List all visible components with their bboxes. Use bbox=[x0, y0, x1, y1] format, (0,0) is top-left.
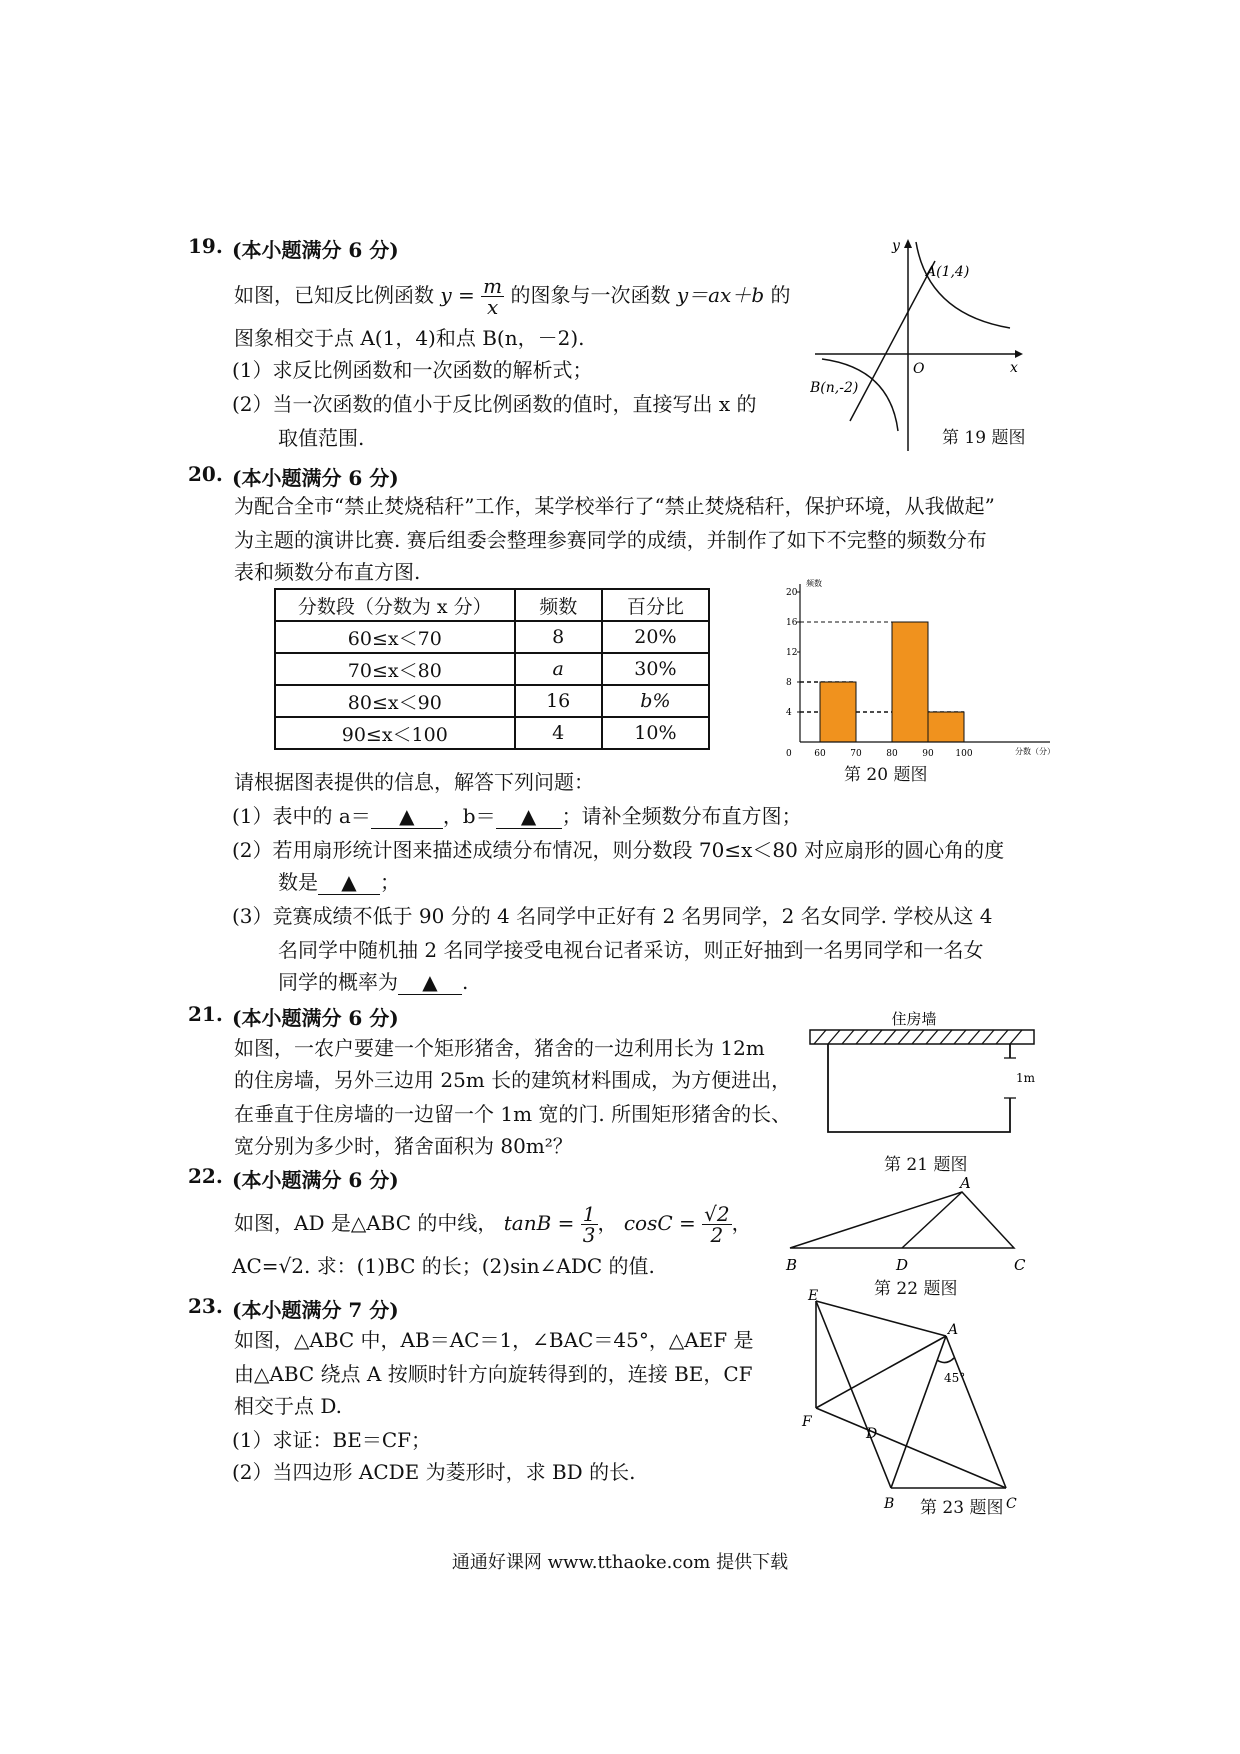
q22-cos-fraction bbox=[702, 1204, 731, 1245]
q21-figure bbox=[804, 1006, 1040, 1146]
q20-line3: 表和频数分布直方图. bbox=[234, 560, 421, 584]
table-header-cell: 分数段（分数为 x 分） bbox=[275, 589, 515, 621]
q23-angle-label: 45° bbox=[944, 1371, 966, 1385]
q23-seg-be bbox=[816, 1301, 891, 1488]
answer-blank-b: ▲ bbox=[496, 804, 562, 829]
q20-frequency-table bbox=[274, 588, 710, 750]
q20-p1-text-b: ，b＝ bbox=[442, 804, 496, 828]
q19-number: 19. bbox=[188, 234, 223, 258]
q21-line2: 的住房墙，另外三边用 25m 长的建筑材料围成，为方便进出， bbox=[234, 1068, 792, 1092]
q23-line3: 相交于点 D. bbox=[234, 1394, 343, 1418]
table-cell: a bbox=[515, 653, 602, 685]
table-cell: 10% bbox=[602, 717, 709, 749]
q23-line2: 由△ABC 绕点 A 按顺时针方向旋转得到的，连接 BE，CF bbox=[234, 1362, 753, 1386]
q19-frac-num: m bbox=[483, 274, 503, 298]
q20-p2-text-b: 数是 bbox=[278, 870, 318, 894]
q19-hyperbola-right bbox=[916, 242, 1010, 328]
histogram-bar bbox=[820, 682, 856, 742]
q20-p3-text-d: . bbox=[462, 970, 469, 994]
table-cell: 70≤x＜80 bbox=[275, 653, 515, 685]
q22-label-c: C bbox=[1014, 1256, 1026, 1274]
q20-line1: 为配合全市“禁止焚烧秸秆”工作，某学校举行了“禁止焚烧秸秆，保护环境，从我做起” bbox=[234, 494, 995, 518]
histogram-bar bbox=[928, 712, 964, 742]
q20-p1-text-c: ；请补全频数分布直方图； bbox=[561, 804, 802, 828]
q19-y-arrow bbox=[904, 239, 912, 248]
q23-seg-cf bbox=[816, 1408, 1006, 1488]
q19-line1-text-a: 如图，已知反比例函数 bbox=[234, 283, 434, 307]
q20-part3-cont: 名同学中随机抽 2 名同学接受电视台记者采访，则正好抽到一名男同学和一名女 bbox=[278, 938, 984, 962]
q22-label-a: A bbox=[960, 1176, 971, 1192]
q22-caption: 第 22 题图 bbox=[874, 1279, 958, 1299]
page-footer: 通通好课网 www.tthaoke.com 提供下载 bbox=[451, 1552, 789, 1573]
q19-heading: (本小题满分 6 分) bbox=[232, 238, 399, 262]
table-cell: 80≤x＜90 bbox=[275, 685, 515, 717]
q20-number: 20. bbox=[188, 462, 223, 486]
q22-tan-fraction bbox=[581, 1204, 598, 1245]
table-cell: 60≤x＜70 bbox=[275, 621, 515, 653]
q19-linear-fn: y＝ax＋b bbox=[676, 283, 765, 307]
q22-tan-den: 3 bbox=[582, 1223, 596, 1247]
q22-figure bbox=[782, 1176, 1032, 1276]
q23-label-c: C bbox=[1006, 1496, 1017, 1512]
q23-seg-fa bbox=[816, 1336, 946, 1408]
q21-pen-sides bbox=[828, 1044, 1010, 1132]
hist-y-label: 频数 bbox=[806, 579, 822, 588]
answer-blank-a: ▲ bbox=[371, 804, 443, 829]
q20-p3-text-c: 同学的概率为 bbox=[278, 970, 398, 994]
table-cell: 20% bbox=[602, 621, 709, 653]
table-header-cell: 百分比 bbox=[602, 589, 709, 621]
q19-line2: 图象相交于点 A(1，4)和点 B(n，－2). bbox=[234, 326, 585, 350]
q19-point-b-label: B(n,-2) bbox=[810, 380, 859, 396]
q19-part2-cont: 取值范围. bbox=[278, 426, 365, 450]
q23-heading: (本小题满分 7 分) bbox=[232, 1298, 399, 1322]
q19-point-a-label: A(1,4) bbox=[926, 264, 970, 280]
q19-y-eq: y = bbox=[440, 283, 475, 307]
q19-part1: (1）求反比例函数和一次函数的解析式； bbox=[232, 358, 593, 382]
q19-caption: 第 19 题图 bbox=[942, 428, 1026, 448]
q20-part2: (2）若用扇形统计图来描述成绩分布情况，则分数段 70≤x＜80 对应扇形的圆心角的度 bbox=[232, 838, 1005, 862]
q23-seg-ea bbox=[816, 1301, 946, 1336]
y-tick-label: 12 bbox=[786, 648, 798, 658]
q20-line2: 为主题的演讲比赛. 赛后组委会整理参赛同学的成绩，并制作了如下不完整的频数分布 bbox=[234, 528, 987, 552]
q20-histogram bbox=[780, 572, 1060, 762]
q19-origin-label: O bbox=[913, 361, 925, 377]
q22-label-d: D bbox=[896, 1256, 909, 1274]
q22-line1-text: 如图，AD 是△ABC 的中线， bbox=[234, 1211, 498, 1235]
q20-instruction: 请根据图表提供的信息，解答下列问题： bbox=[234, 770, 594, 794]
y-tick-label: 16 bbox=[786, 618, 798, 628]
y-tick-label: 20 bbox=[786, 588, 798, 598]
q22-label-b: B bbox=[786, 1256, 798, 1274]
table-cell: 16 bbox=[515, 685, 602, 717]
q22-triangle bbox=[790, 1192, 1014, 1248]
q19-x-label: x bbox=[1010, 360, 1018, 376]
table-cell: 4 bbox=[515, 717, 602, 749]
q21-wall-label: 住房墙 bbox=[891, 1010, 937, 1028]
q23-label-f: F bbox=[802, 1414, 812, 1430]
q22-line1: 如图，AD 是△ABC 的中线， tanB = $\frac{1}{3}$ ， cosC = $\frac{√2}{2}$ ， bbox=[234, 1202, 752, 1247]
y-tick-label: 8 bbox=[786, 678, 792, 688]
x-tick-label: 100 bbox=[955, 749, 973, 759]
q20-part2-cont bbox=[278, 870, 400, 895]
table-row bbox=[275, 621, 709, 653]
answer-blank-angle: ▲ bbox=[318, 870, 380, 895]
q19-line1-text-c: 的图象与一次函数 bbox=[510, 283, 671, 307]
q19-fraction bbox=[481, 276, 504, 317]
q22-number: 22. bbox=[188, 1164, 223, 1188]
q19-x-arrow bbox=[1015, 350, 1023, 358]
q22-cos-label: cosC = bbox=[623, 1211, 696, 1235]
q22-cos-num: √2 bbox=[704, 1202, 730, 1226]
q20-p2-text-c: ； bbox=[380, 870, 400, 894]
y-tick-label: 4 bbox=[786, 708, 792, 718]
q22-tan-num: 1 bbox=[582, 1202, 596, 1226]
q21-heading: (本小题满分 6 分) bbox=[232, 1006, 399, 1030]
q21-caption: 第 21 题图 bbox=[884, 1155, 968, 1175]
q23-label-b: B bbox=[884, 1496, 895, 1512]
q21-line4: 宽分别为多少时，猪舍面积为 80m²？ bbox=[234, 1134, 573, 1158]
histogram-bar bbox=[892, 622, 928, 742]
q23-label-a: A bbox=[948, 1322, 959, 1338]
q19-frac-den: x bbox=[486, 295, 499, 319]
q23-angle-arc bbox=[937, 1358, 954, 1363]
q21-line3: 在垂直于住房墙的一边留一个 1m 宽的门. 所围矩形猪舍的长、 bbox=[234, 1102, 792, 1126]
q23-label-e: E bbox=[808, 1288, 819, 1304]
q21-door-label: 1m bbox=[1016, 1071, 1036, 1085]
q23-caption: 第 23 题图 bbox=[920, 1498, 1004, 1518]
q19-line1-text-e: 的 bbox=[770, 283, 791, 307]
table-header-cell: 频数 bbox=[515, 589, 602, 621]
q23-seg-ab bbox=[891, 1336, 946, 1488]
table-row bbox=[275, 685, 709, 717]
q22-heading: (本小题满分 6 分) bbox=[232, 1168, 399, 1192]
x-tick-label: 90 bbox=[922, 749, 934, 759]
q20-chart-caption: 第 20 题图 bbox=[844, 765, 928, 785]
q22-tan-label: tanB = bbox=[503, 1211, 575, 1235]
q19-line1 bbox=[234, 276, 791, 317]
answer-blank-probability: ▲ bbox=[398, 970, 462, 995]
q22-line2: AC=√2. 求：(1)BC 的长；(2)sin∠ADC 的值. bbox=[232, 1254, 655, 1278]
q20-heading: (本小题满分 6 分) bbox=[232, 466, 399, 490]
q23-part2: (2）当四边形 ACDE 为菱形时，求 BD 的长. bbox=[232, 1460, 636, 1484]
q19-part2: (2）当一次函数的值小于反比例函数的值时，直接写出 x 的 bbox=[232, 392, 757, 416]
x-tick-label: 60 bbox=[814, 749, 826, 759]
q23-label-d: D bbox=[866, 1426, 878, 1442]
x-tick-label: 70 bbox=[850, 749, 862, 759]
q20-p1-text-a: (1）表中的 a＝ bbox=[232, 804, 371, 828]
q20-part1 bbox=[232, 804, 802, 829]
q21-line1: 如图，一农户要建一个矩形猪舍，猪舍的一边利用长为 12m bbox=[234, 1036, 765, 1060]
q23-part1: (1）求证：BE＝CF； bbox=[232, 1428, 432, 1452]
hist-x-label: 分数（分） bbox=[1015, 747, 1055, 756]
x-tick-label: 0 bbox=[786, 749, 792, 759]
q21-number: 21. bbox=[188, 1002, 223, 1026]
table-row bbox=[275, 717, 709, 749]
table-cell: 8 bbox=[515, 621, 602, 653]
q23-number: 23. bbox=[188, 1294, 223, 1318]
x-tick-label: 80 bbox=[886, 749, 898, 759]
q20-part3: (3）竞赛成绩不低于 90 分的 4 名同学中正好有 2 名男同学，2 名女同学. 学校从这 4 bbox=[232, 904, 993, 928]
table-cell: b% bbox=[602, 685, 709, 717]
q22-cos-den: 2 bbox=[710, 1223, 724, 1247]
q20-part3-cont2 bbox=[278, 970, 468, 995]
q23-line1: 如图，△ABC 中，AB＝AC＝1，∠BAC＝45°，△AEF 是 bbox=[234, 1328, 754, 1352]
q23-seg-ac bbox=[946, 1336, 1006, 1488]
table-row bbox=[275, 653, 709, 685]
q23-figure bbox=[796, 1286, 1036, 1512]
q19-y-label: y bbox=[892, 238, 900, 254]
table-cell: 30% bbox=[602, 653, 709, 685]
q19-line bbox=[850, 261, 935, 421]
q22-median bbox=[902, 1192, 962, 1248]
table-cell: 90≤x＜100 bbox=[275, 717, 515, 749]
table-header-row bbox=[275, 589, 709, 621]
